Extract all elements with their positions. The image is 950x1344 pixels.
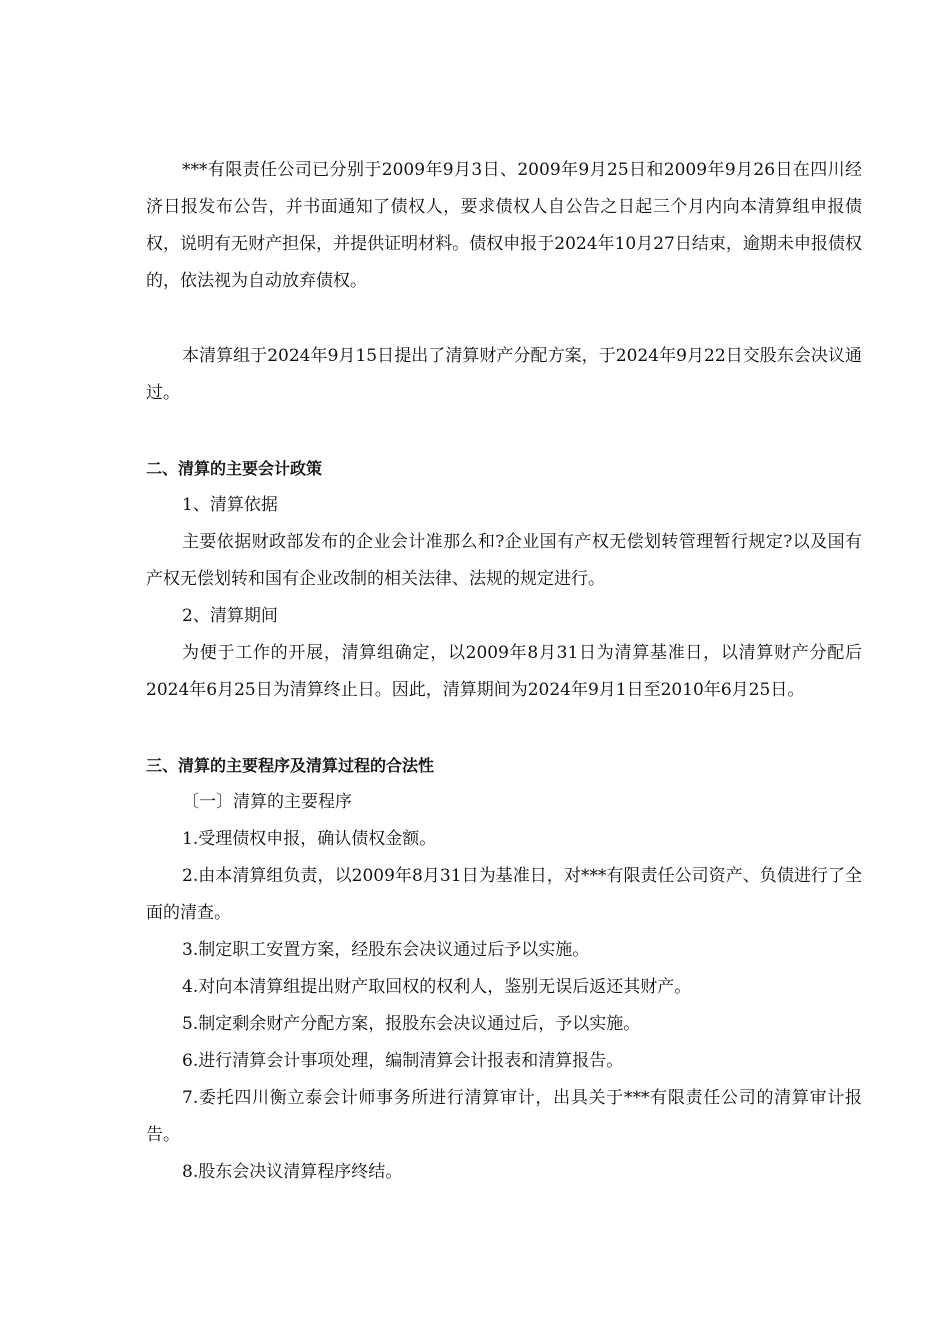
subsection-basis-text: 主要依据财政部发布的企业会计准那么和?企业国有产权无偿划转管理暂行规定?以及国有产权无偿划转和国有企业改制的相关法律、法规的规定进行。: [146, 532, 862, 589]
procedure-step: 6.进行清算会计事项处理，编制清算会计报表和清算报告。: [182, 1051, 624, 1071]
subsection-period-title: 2、清算期间: [182, 606, 278, 626]
document-page: [146, 152, 862, 1191]
procedure-step: 4.对向本清算组提出财产取回权的权利人，鉴别无误后返还其财产。: [182, 977, 692, 997]
section-3-heading: 三、清算的主要程序及清算过程的合法性: [146, 756, 435, 775]
paragraph-creditor-notice: ***有限责任公司已分别于2009年9月3日、2009年9月25日和2009年9月26日在四川经济日报发布公告，并书面通知了债权人，要求债权人自公告之日起三个月内向本清算组申报债权，说明有无财产担保，并提供证明材料。债权申报于2024年10月27日结束，逾期未申报债权的，依法视为自动放弃债权。: [146, 160, 862, 291]
spacer: [146, 300, 862, 338]
procedure-step: 7.委托四川衡立泰会计师事务所进行清算审计，出具关于***有限责任公司的清算审计报告。: [146, 1088, 862, 1145]
procedure-step: 5.制定剩余财产分配方案，报股东会决议通过后，予以实施。: [182, 1014, 641, 1034]
subsection-period-text: 为便于工作的开展，清算组确定，以2009年8月31日为清算基准日，以清算财产分配后2024年6月25日为清算终止日。因此，清算期间为2024年9月1日至2010年6月25日。: [146, 643, 862, 700]
subsection-procedure-title: 〔一〕清算的主要程序: [182, 792, 352, 812]
spacer: [146, 709, 862, 747]
spacer: [146, 412, 862, 450]
procedure-step: 2.由本清算组负责，以2009年8月31日为基准日，对***有限责任公司资产、负债进行了全面的清查。: [146, 866, 862, 923]
procedure-step: 3.制定职工安置方案，经股东会决议通过后予以实施。: [182, 940, 590, 960]
section-2-heading: 二、清算的主要会计政策: [146, 459, 323, 478]
paragraph-distribution-plan: 本清算组于2024年9月15日提出了清算财产分配方案，于2024年9月22日交股东会决议通过。: [146, 346, 862, 403]
procedure-step: 1.受理债权申报，确认债权金额。: [182, 829, 437, 849]
procedure-step: 8.股东会决议清算程序终结。: [182, 1162, 403, 1182]
subsection-basis-title: 1、清算依据: [182, 495, 278, 515]
